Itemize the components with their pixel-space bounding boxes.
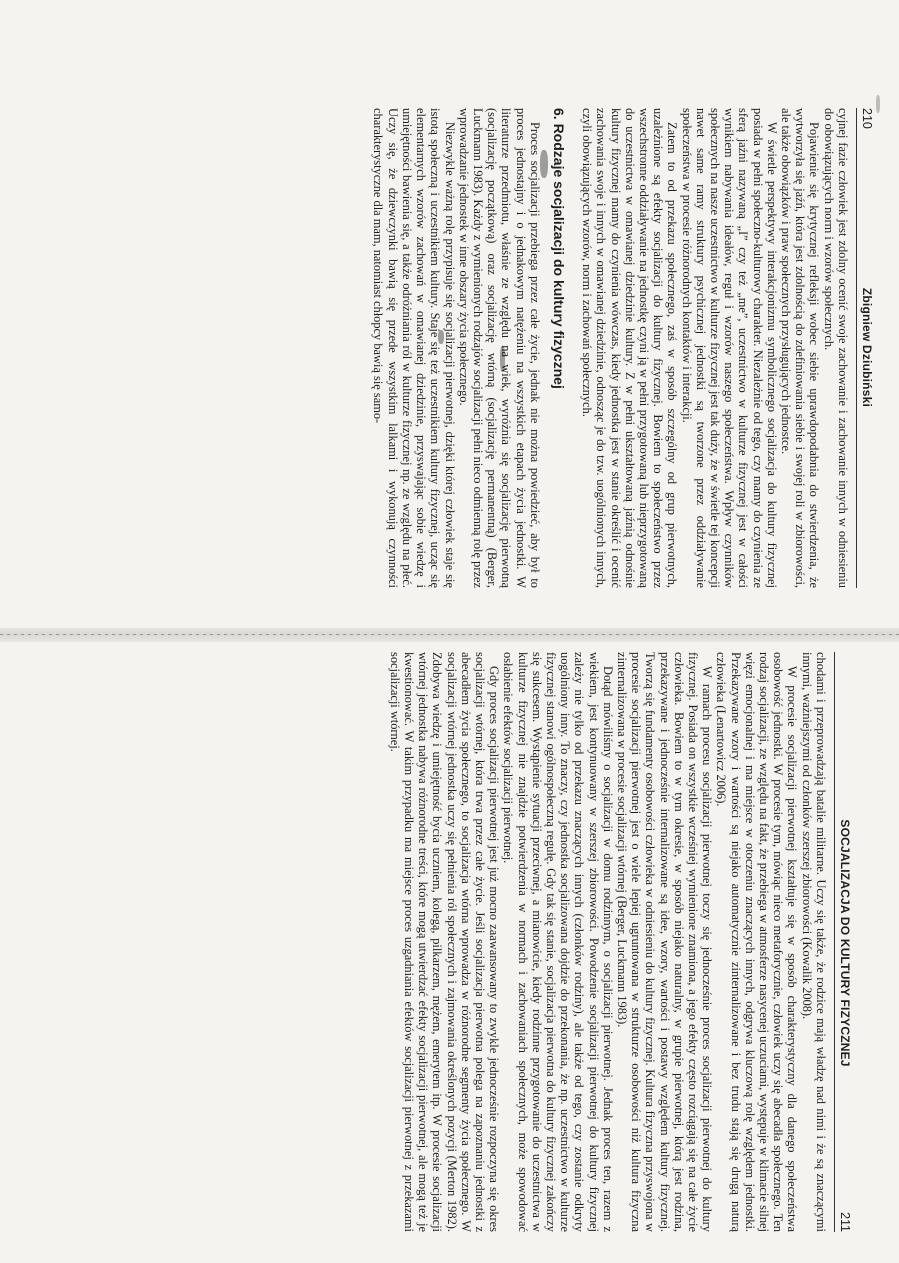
paragraph: chodami i przeprowadzają batalie militarne. Uczy się także, że rodzice mają władzę nad nimi i że są znaczącymi innymi, ważniejszymi od członków szerszej zbiorowości (Kowalik 2008). [799,652,828,1232]
paragraph: Dotąd mówiliśmy o socjalizacji w domu rodzinnym, o socjalizacji pierwotnej. Jednak proces ten, razem z wiekiem, jest kontynuowany w szerszej zbiorowości. Powodzenie socjalizacji pierwotnej do kultury fizycznej zależy nie tylko od przekazu znaczących innych (członków rodziny), ale także od tego, czy zostanie odkryty uogólniony inny. To znaczy, czy jednostka socjalizowana dojdzie do przekonania, że np. uczestnictwo w kulturze fizycznej stanowi ogólnospołeczną regułę. Gdy tak się stanie, socjalizacja pierwotna do kultury fizycznej zakończy się sukcesem. Wystąpienie sytuacji przeciwnej, a mianowicie, kiedy rodzinne przygotowanie do uczestnictwa w kulturze fizycznej nie znajdzie potwierdzenia w normach i zachowaniach społecznych, może spowodować osłabienie efektów socjalizacji pierwotnej. [501,652,615,1232]
page-number: 211 [838,1212,852,1232]
paragraph: W świetle perspektywy interakcjonizmu symbolicznego socjalizacja do kultury fizycznej posiada w pełni społeczno-kulturowy charakter. Niezależnie od tego, czy mamy do czynienia ze sferą jaźni nazywaną „I” czy też „me”, uczestnictwo w kulturze fizycznej jest w całości wynikiem nabywania ideałów, reguł i wzorów naszego społeczeństwa. Wpływ czynników społecznych na nasze uczestnictwo w kulturze fizycznej jest tak duży, że w świetle tej koncepcji nawet same ramy struktury psychicznej jednostki są tworzone przez oddziaływanie społeczeństwa w procesie różnorodnych kontaktów i interakcji. [679,108,779,588]
running-head [856,108,874,588]
paragraph: W ramach procesu socjalizacji pierwotnej toczy się jednocześnie proces socjalizacji pierwotnej do kultury fizycznej. Posiada on wszystkie wcześniej wymienione znamiona, a jego efekty często rozciągają się na całe życie człowieka. Bowiem to w tym okresie, w sposób niejako naturalny, w grupie pierwotnej, którą jest rodzina, przekazywane i jednocześnie internalizowane są idee, wzory, wartości i postawy względem kultury fizycznej. Tworzą się fundamenty osobowości człowieka w odniesieniu do kultury fizycznej. Kultura fizyczna przyswojona w procesie socjalizacji pierwotnej jest o wiele lepiej ugruntowana w strukturze osobowości niż kultura fizyczna zinternalizowana w procesie socjalizacji wtórnej (Berger, Luckmann 1983). [614,652,715,1232]
paragraph: W procesie socjalizacji pierwotnej kształtuje się w sposób charakterystyczny dla danego społeczeństwa osobowość jednostki. W procesie tym, mówiąc nieco metaforycznie, człowiek uczy się abecadła społecznego. Ten rodzaj socjalizacji, ze względu na fakt, że przebiega w atmosferze nasycenej uczuciami, występuje w klimacie silnej więzi emocjonalnej i ma miejsce w otoczeniu znaczących innych, odgrywa kluczową rolę względem jednostki. Przekazywane wzory i wartości są niejako automatycznie zinternalizowane i bez trudu stają się drugą naturą człowieka (Lenartowicz 2006). [714,652,800,1232]
paragraph: Pojawienie się krytycznej refleksji wobec siebie uprawdopodabnia do stwierdzenia, że wytworzyła się jaźń, która jest zdolnością do zdefiniowania siebie i swojej roli w zbiorowości, ale także obowiązków i praw społecznych przysługujących jednostce. [778,108,822,588]
paragraph: Niezwykle ważną rolę przypisuje się socjalizacji pierwotnej, dzięki której człowiek staje się istotą społeczną i uczestnikiem kultury. Staje się też uczestnikiem kultury fizycznej, ucząc się elementarnych wzorów zachowań w omawianej dziedzinie, przyswajając sobie wiedzę i umiejętności bawienia się, a także odróżniania ról w kulturze fizycznej np. ze względu na płeć. Uczy się, że dziewczynki bawią się przede wszystkim lalkami i wykonują czynności charakterystyczne dla mam, natomiast chłopcy bawią się samo- [371,108,457,588]
book-gutter [0,628,899,642]
page-211 [80,652,852,1232]
section-heading: 6. Rodzaje socjalizacji do kultury fizycznej [550,108,567,389]
paragraph: cyjnej fazie człowiek jest zdolny ocenić swoje zachowanie i zachowanie innych w odniesieniu do obowiązujących norm i wzorów społecznych. [821,108,850,588]
paragraph: Zatem to od przekazu społecznego, zaś w sposób szczególny od grup pierwotnych, uzależnione są efekty socjalizacji do kultury fizycznej. Bowiem to społeczeństwo przez wszechstronne oddziaływanie na jednostkę czyni ją w pełni przygotowaną lub nieprzygotowaną do uczestnictwa w omawianej dziedzinie kultury. Z w pełni ukształtowaną jaźnią odnośnie kultury fizycznej mamy do czynienia wówczas, kiedy jednostka jest w stanie określić i ocenić zachowania swoje i innych w omawianej dziedzinie, odnosząc je do tzw. uogólnionych innych, czyli obowiązujących wzorów, norm i zachowań społecznych. [580,108,680,588]
running-head [834,652,852,1232]
paragraph: Proces socjalizacji przebiega przez całe życie, jednak nie można powiedzieć, aby był to proces jednostajny i o jednakowym natężeniu na wszystkich etapach życia jednostki. W literaturze przedmiotu, właśnie ze względu na wiek, wyróżnia się socjalizację pierwotną (socjalizację początkową) oraz socjalizację wtórną (socjalizację permanentną) (Berger, Luckmann 1983). Każdy z wymienionych rodzajów socjalizacji pełni nieco odmienną rolę przez wprowadzanie jednostek w inne obszary życia społecznego. [456,108,542,588]
running-title: SOCJALIZACJA DO KULTURY FIZYCZNEJ [838,819,852,1067]
scan-speck [876,95,880,113]
page-number: 210 [860,108,874,129]
page-210 [100,108,874,588]
paragraph: Gdy proces socjalizacji pierwotnej jest już mocno zaawansowany to zwykle jednocześnie rozpoczyna się okres socjalizacji wtórnej, która trwa przez całe życie. Jeśli socjalizacja pierwotna polega na zapoznaniu jednostki z abecadłem życia społecznego, to socjalizacja wtórna wprowadza w różnorodne segmenty życia społecznego. W socjalizacji wtórnej jednostka uczy się pełnienia ról społecznych i zajmowania określonych pozycji (Merton 1982). Zdobywa wiedzę i umiejętność bycia uczniem, kolegą, pilkarzem, mężem, emerytem itp. W procesie socjalizacji wtórnej jednostka nabywa różnorodne treści, które mogą utwierdzać efekty socjalizacji pierwotnej, ale mogą też je kwestionować. W takim przypadku ma miejsce proces uzgadniania efektów socjalizacji pierwotnej z przekazami socjalizacji wtórnej. [387,652,502,1232]
running-title: Zbigniew Dziubiński [860,287,874,407]
